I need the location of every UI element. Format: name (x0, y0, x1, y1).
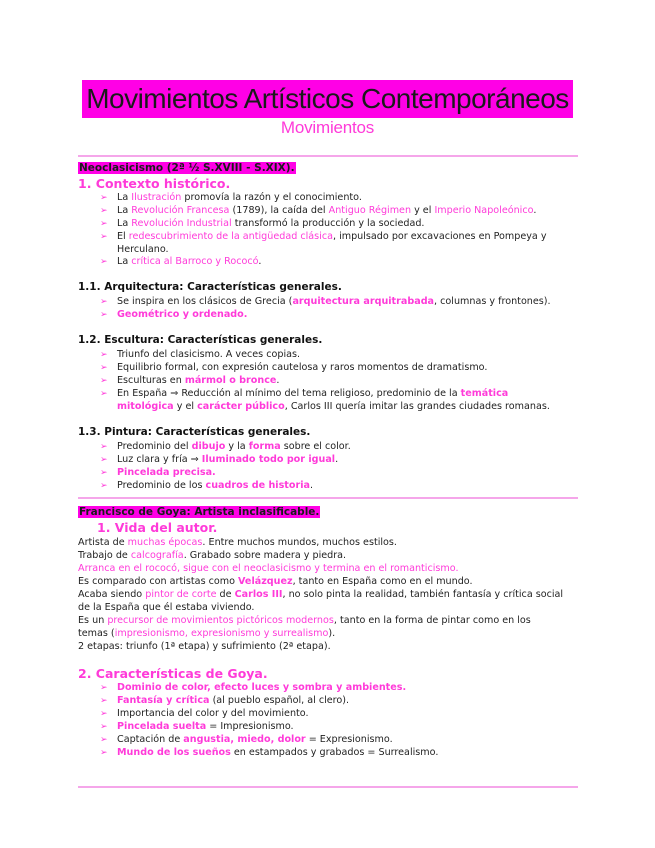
paragraph-line: Acaba siendo pintor de corte de Carlos III, no solo pinta la realidad, también fantasía y crítica social (78, 589, 564, 600)
arrow-bullet-icon: ➢ (100, 748, 108, 758)
list-item: La Ilustración promovía la razón y el conocimiento. (117, 192, 362, 203)
arrow-bullet-icon: ➢ (100, 683, 108, 693)
list-item: Geométrico y ordenado. (117, 309, 248, 320)
arrow-bullet-icon: ➢ (100, 722, 108, 732)
page-title: Movimientos Artísticos Contemporáneos (82, 80, 573, 118)
paragraph-line: Trabajo de calcografía. Grabado sobre madera y piedra. (78, 550, 347, 561)
paragraph-line: Arranca en el rococó, sigue con el neoclasicismo y termina en el romanticismo. (78, 563, 459, 574)
paragraph-line: Artista de muchas épocas. Entre muchos mundos, muchos estilos. (78, 537, 397, 548)
arrow-bullet-icon: ➢ (100, 735, 108, 745)
list-item: Esculturas en mármol o bronce. (117, 375, 280, 386)
arrow-bullet-icon: ➢ (100, 468, 108, 478)
vida-title: 1. Vida del autor. (97, 520, 218, 535)
arrow-bullet-icon: ➢ (100, 442, 108, 452)
arrow-bullet-icon: ➢ (100, 297, 108, 307)
escultura-title: 1.2. Escultura: Características generales. (78, 334, 323, 346)
list-item: Triunfo del clasicismo. A veces copias. (117, 349, 301, 360)
list-item: Pincelada suelta = Impresionismo. (117, 721, 294, 732)
arrow-bullet-icon: ➢ (100, 481, 108, 491)
arrow-bullet-icon: ➢ (100, 232, 108, 242)
arrow-bullet-icon: ➢ (100, 363, 108, 373)
arrow-bullet-icon: ➢ (100, 376, 108, 386)
divider-bottom (78, 786, 578, 788)
list-item: Se inspira en los clásicos de Grecia (arquitectura arquitrabada, columnas y frontones). (117, 296, 551, 307)
list-item: Pincelada precisa. (117, 467, 216, 478)
paragraph-line: de la España que él estaba viviendo. (78, 602, 255, 613)
title-wrap (0, 80, 655, 118)
neoclasicismo-heading: Neoclasicismo (2ª ½ S.XVIII - S.XIX). (79, 162, 295, 174)
list-item: Predominio de los cuadros de historia. (117, 480, 314, 491)
list-item: La Revolución Industrial transformó la producción y la sociedad. (117, 218, 425, 229)
list-item: Importancia del color y del movimiento. (117, 708, 309, 719)
paragraph-line: 2 etapas: triunfo (1ª etapa) y sufrimiento (2ª etapa). (78, 641, 331, 652)
arrow-bullet-icon: ➢ (100, 257, 108, 267)
paragraph-line: Es un precursor de movimientos pictóricos modernos, tanto en la forma de pintar como en los (78, 615, 531, 626)
list-item-cont: mitológica y el carácter público, Carlos III quería imitar las grandes ciudades romanas. (117, 401, 550, 412)
arrow-bullet-icon: ➢ (100, 206, 108, 216)
arquitectura-title: 1.1. Arquitectura: Características generales. (78, 281, 342, 293)
arrow-bullet-icon: ➢ (100, 350, 108, 360)
divider-middle (78, 497, 578, 499)
divider-top (78, 155, 578, 157)
section-heading-neoclasicismo (78, 162, 296, 174)
arrow-bullet-icon: ➢ (100, 310, 108, 320)
contexto-title: 1. Contexto histórico. (78, 176, 231, 191)
arrow-bullet-icon: ➢ (100, 193, 108, 203)
paragraph-line: temas (impresionismo, expresionismo y surrealismo). (78, 628, 336, 639)
arrow-bullet-icon: ➢ (100, 709, 108, 719)
section-heading-goya (78, 506, 320, 518)
list-item: La crítica al Barroco y Rococó. (117, 256, 262, 267)
pintura-title: 1.3. Pintura: Características generales. (78, 426, 311, 438)
list-item: Luz clara y fría ⇒ Iluminado todo por igual. (117, 454, 339, 465)
list-item: La Revolución Francesa (1789), la caída del Antiguo Régimen y el Imperio Napoleónico. (117, 205, 537, 216)
list-item: Dominio de color, efecto luces y sombra y ambientes. (117, 682, 407, 693)
list-item: Equilibrio formal, con expresión cautelosa y raros momentos de dramatismo. (117, 362, 488, 373)
arrow-bullet-icon: ➢ (100, 696, 108, 706)
list-item: El redescubrimiento de la antigüedad clásica, impulsado por excavaciones en Pompeya y (117, 231, 547, 242)
arrow-bullet-icon: ➢ (100, 455, 108, 465)
list-item-cont: Herculano. (117, 244, 169, 255)
list-item: Captación de angustia, miedo, dolor = Expresionismo. (117, 734, 393, 745)
arrow-bullet-icon: ➢ (100, 389, 108, 399)
paragraph-line: Es comparado con artistas como Velázquez, tanto en España como en el mundo. (78, 576, 473, 587)
page-subtitle: Movimientos (280, 118, 375, 137)
goya-heading: Francisco de Goya: Artista inclasificable. (79, 506, 320, 518)
list-item: En España ⇒ Reducción al mínimo del tema religioso, predominio de la temática (117, 388, 509, 399)
list-item: Mundo de los sueños en estampados y grabados = Surrealismo. (117, 747, 439, 758)
arrow-bullet-icon: ➢ (100, 219, 108, 229)
list-item: Predominio del dibujo y la forma sobre el color. (117, 441, 351, 452)
caracteristicas-goya-title: 2. Características de Goya. (78, 666, 268, 681)
list-item: Fantasía y crítica (al pueblo español, al clero). (117, 695, 350, 706)
